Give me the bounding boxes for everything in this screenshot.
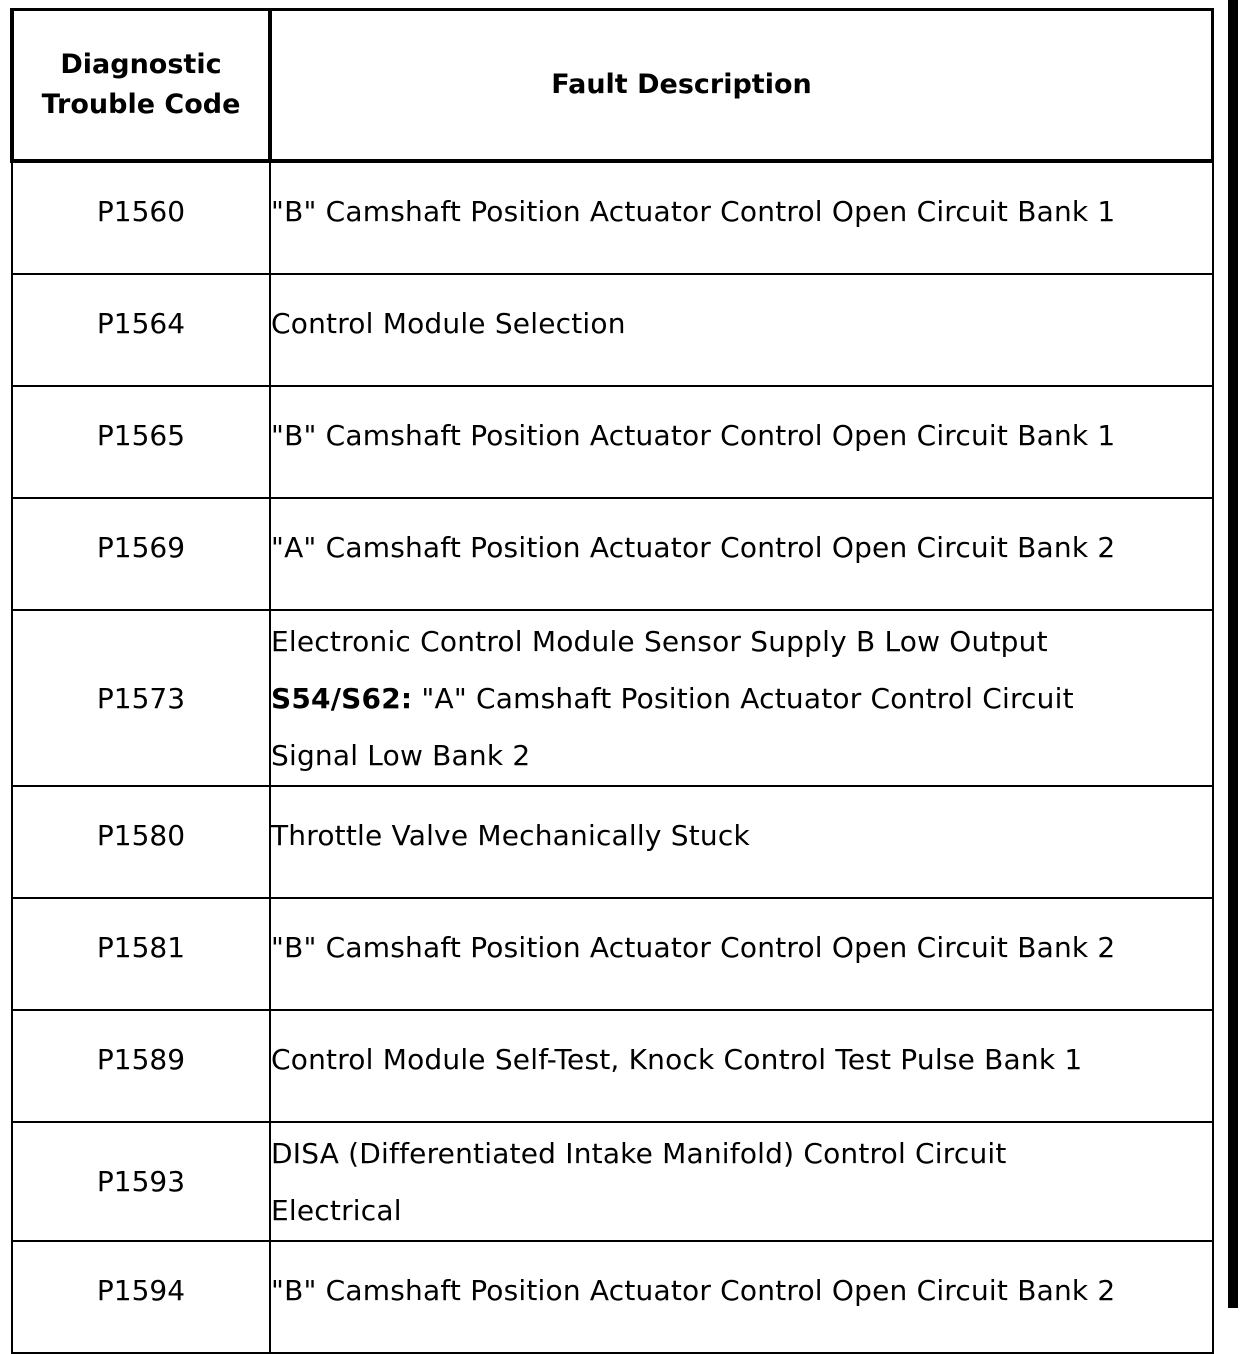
dtc-table (10, 8, 1214, 1354)
fault-description: Electronic Control Module Sensor Supply B Low Output S54/S62: "A" Camshaft Position Actuator Control Circuit Signal Low Bank 2 (270, 610, 1213, 786)
table-row (12, 386, 1213, 498)
dtc-code: P1589 (12, 1010, 270, 1122)
dtc-code: P1560 (12, 161, 270, 274)
header-code (12, 10, 270, 162)
table-row (12, 1122, 1213, 1241)
table-row (12, 610, 1213, 786)
fault-description: "B" Camshaft Position Actuator Control Open Circuit Bank 2 (270, 1241, 1213, 1353)
fault-description: "B" Camshaft Position Actuator Control Open Circuit Bank 2 (270, 898, 1213, 1010)
table-row (12, 1010, 1213, 1122)
fault-description: "B" Camshaft Position Actuator Control Open Circuit Bank 1 (270, 161, 1213, 274)
table-row (12, 274, 1213, 386)
dtc-code: P1569 (12, 498, 270, 610)
dtc-code: P1580 (12, 786, 270, 898)
fault-description: "B" Camshaft Position Actuator Control Open Circuit Bank 1 (270, 386, 1213, 498)
dtc-code: P1564 (12, 274, 270, 386)
fault-description: Throttle Valve Mechanically Stuck (270, 786, 1213, 898)
dtc-code: P1594 (12, 1241, 270, 1353)
dtc-code: P1581 (12, 898, 270, 1010)
dtc-code: P1593 (12, 1122, 270, 1241)
fault-description: "A" Camshaft Position Actuator Control Open Circuit Bank 2 (270, 498, 1213, 610)
table-row (12, 161, 1213, 274)
table-row (12, 786, 1213, 898)
dtc-code: P1573 (12, 610, 270, 786)
table-row (12, 498, 1213, 610)
page-edge-bar (1228, 0, 1238, 1308)
header-description: Fault Description (270, 10, 1213, 162)
header-code-line1: Diagnostic (60, 49, 222, 80)
dtc-code: P1565 (12, 386, 270, 498)
header-code-line2: Trouble Code (41, 89, 241, 120)
header-row (12, 10, 1213, 162)
fault-description: Control Module Self-Test, Knock Control Test Pulse Bank 1 (270, 1010, 1213, 1122)
table-row (12, 898, 1213, 1010)
variant-prefix: S54/S62: (271, 681, 413, 715)
table-row (12, 1241, 1213, 1353)
fault-description: Control Module Selection (270, 274, 1213, 386)
fault-description: DISA (Differentiated Intake Manifold) Control Circuit Electrical (270, 1122, 1213, 1241)
